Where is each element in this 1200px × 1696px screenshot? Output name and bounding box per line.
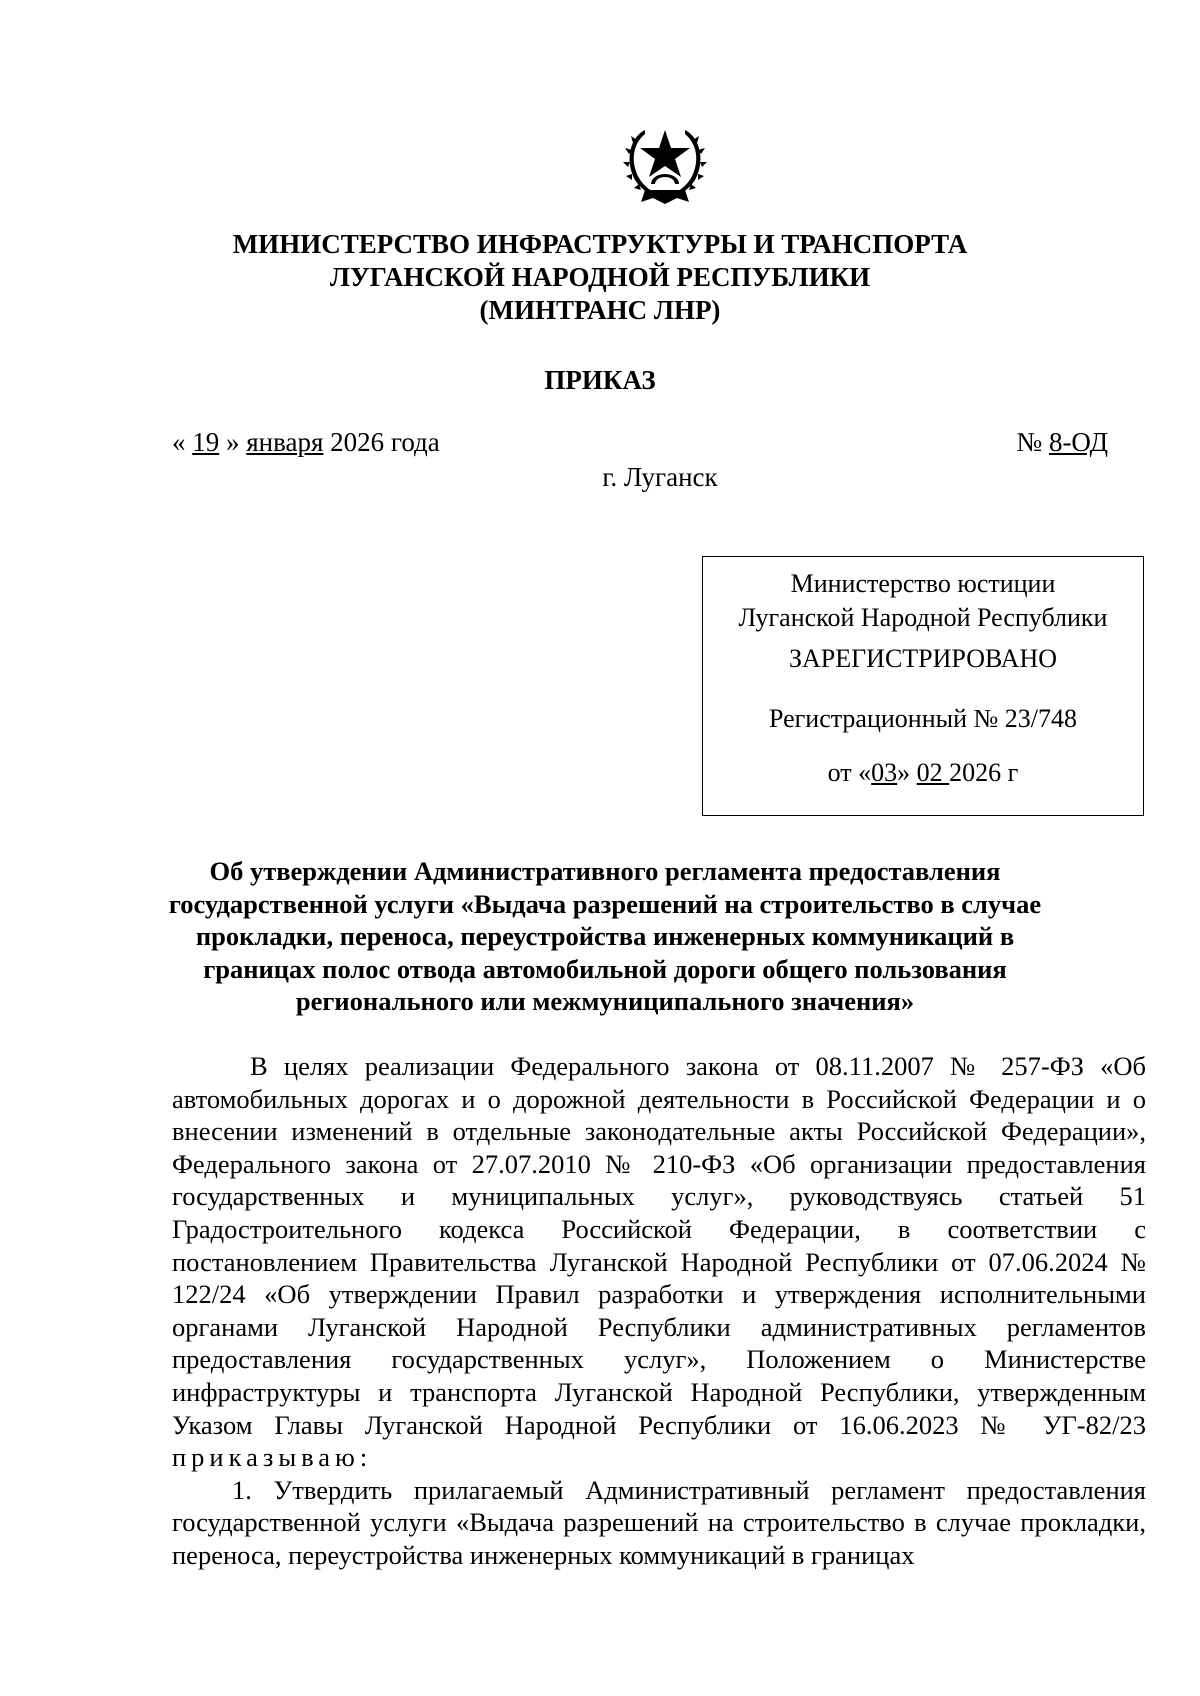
date-close-quote: »: [219, 427, 247, 457]
order-body: [172, 1050, 1146, 1572]
ministry-name-line1: МИНИСТЕРСТВО ИНФРАСТРУКТУРЫ И ТРАНСПОРТА: [232, 229, 968, 259]
stamp-authority-line2: Луганской Народной Республики: [738, 603, 1108, 632]
body-paragraph-1: [172, 1050, 1146, 1474]
date-open-quote: «: [172, 427, 193, 457]
order-subject: Об утверждении Административного регламента предоставления государственной услуги «Выдача разрешений на строительство в случае прокладки, переноса, переустройства инженерных коммуникаций в границах полос отвода автомобильной дороги общего пользования регионального или межмуниципального значения»: [168, 856, 1042, 1016]
document-type-title: ПРИКАЗ: [544, 365, 656, 395]
stamp-date-sep: »: [897, 758, 917, 787]
stamp-registration-date: [703, 758, 1143, 788]
order-number: [1016, 427, 1108, 458]
ministry-header: [0, 228, 1200, 327]
order-number-prefix: №: [1016, 427, 1049, 457]
stamp-registration-number: Регистрационный № 23/748: [768, 704, 1078, 733]
order-date: [172, 427, 440, 458]
city-name: г. Луганск: [602, 462, 718, 492]
ministry-name-line2: ЛУГАНСКОЙ НАРОДНОЙ РЕСПУБЛИКИ: [329, 262, 871, 292]
stamp-authority: [703, 567, 1143, 635]
date-day: 19: [192, 427, 220, 457]
registration-stamp: [702, 556, 1144, 816]
date-year: 2026 года: [323, 427, 440, 457]
body-paragraph-2: 1. Утвердить прилагаемый Административный регламент предоставления государственной услуги «Выдача разрешений на строительство в случае прокладки, переноса, переустройства инженерных коммуникаций в границах: [172, 1474, 1146, 1570]
stamp-date-prefix: от «: [827, 758, 872, 787]
date-month: января: [246, 427, 324, 457]
stamp-status: ЗАРЕГИСТРИРОВАНО: [789, 644, 1057, 673]
coat-of-arms-emblem: [615, 118, 715, 208]
stamp-date-year: 2026 г: [949, 758, 1019, 787]
stamp-date-month: 02: [916, 758, 950, 787]
stamp-authority-line1: Министерство юстиции: [790, 569, 1056, 598]
order-number-value: 8-ОД: [1048, 427, 1108, 457]
order-word: приказываю:: [172, 1442, 373, 1473]
ministry-abbreviation: (МИНТРАНС ЛНР): [479, 295, 721, 325]
stamp-date-day: 03: [871, 758, 898, 787]
body-paragraph-1-text: В целях реализации Федерального закона от 08.11.2007 № 257-ФЗ «Об автомобильных дорогах и о дорожной деятельности в Российской Федерации и о внесении изменений в отдельные законодательные акты Российской Федерации», Федерального закона от 27.07.2010 № 210-ФЗ «Об организации предоставления государственных и муниципальных услуг», руководствуясь статьей 51 Градостроительного кодекса Российской Федерации, в соответствии с постановлением Правительства Луганской Народной Республики от 07.06.2024 № 122/24 «Об утверждении Правил разработки и утверждения исполнительными органами Луганской Народной Республики административных регламентов предоставления государственных услуг», Положением о Министерстве инфраструктуры и транспорта Луганской Народной Республики, утвержденным Указом Главы Луганской Народной Республики от 16.06.2023 № УГ-82/23: [172, 1051, 1146, 1440]
